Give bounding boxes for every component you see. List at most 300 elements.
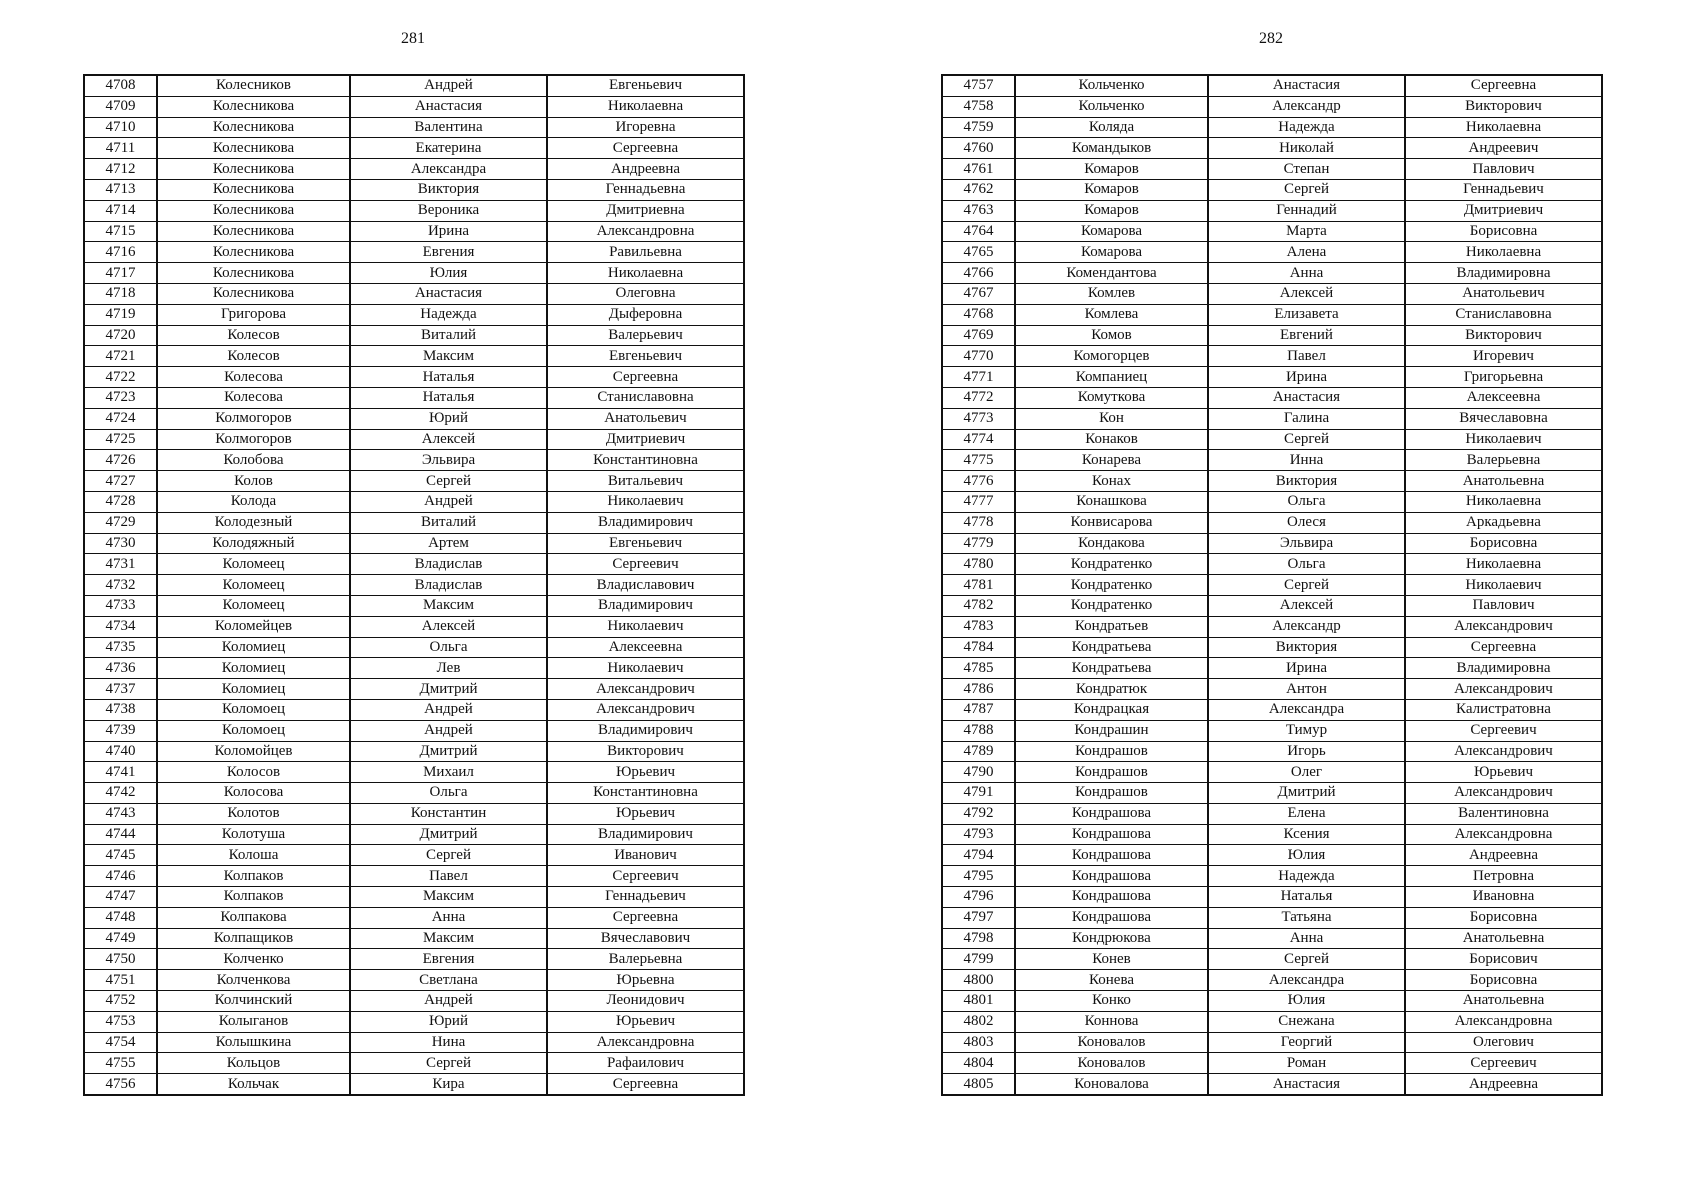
- patronymic-cell: Владимировна: [1405, 263, 1602, 284]
- patronymic-cell: Александрович: [1405, 783, 1602, 804]
- table-row: [84, 263, 744, 284]
- first-name-cell: Сергей: [1208, 575, 1405, 596]
- record-number-cell: 4794: [942, 845, 1015, 866]
- patronymic-cell: Владиславович: [547, 575, 744, 596]
- record-number-cell: 4718: [84, 283, 157, 304]
- patronymic-cell: Николаевна: [547, 263, 744, 284]
- last-name-cell: Колмогоров: [157, 408, 350, 429]
- record-number-cell: 4725: [84, 429, 157, 450]
- last-name-cell: Колышкина: [157, 1032, 350, 1053]
- last-name-cell: Колесова: [157, 367, 350, 388]
- patronymic-cell: Вячеславович: [547, 928, 744, 949]
- last-name-cell: Колосова: [157, 783, 350, 804]
- table-row: [942, 1053, 1602, 1074]
- first-name-cell: Светлана: [350, 970, 547, 991]
- table-row: [942, 1011, 1602, 1032]
- last-name-cell: Коломоец: [157, 699, 350, 720]
- first-name-cell: Алексей: [350, 616, 547, 637]
- patronymic-cell: Николаевна: [547, 96, 744, 117]
- first-name-cell: Анна: [350, 907, 547, 928]
- patronymic-cell: Александровна: [1405, 1011, 1602, 1032]
- table-row: [942, 408, 1602, 429]
- first-name-cell: Надежда: [1208, 866, 1405, 887]
- first-name-cell: Татьяна: [1208, 907, 1405, 928]
- patronymic-cell: Юрьевич: [1405, 762, 1602, 783]
- record-number-cell: 4748: [84, 907, 157, 928]
- record-number-cell: 4769: [942, 325, 1015, 346]
- first-name-cell: Наталья: [350, 387, 547, 408]
- patronymic-cell: Александрович: [547, 699, 744, 720]
- table-row: [942, 179, 1602, 200]
- table-row: [84, 991, 744, 1012]
- record-number-cell: 4734: [84, 616, 157, 637]
- patronymic-cell: Рафаилович: [547, 1053, 744, 1074]
- patronymic-cell: Дыферовна: [547, 304, 744, 325]
- record-number-cell: 4731: [84, 554, 157, 575]
- last-name-cell: Командыков: [1015, 138, 1208, 159]
- last-name-cell: Колесникова: [157, 159, 350, 180]
- patronymic-cell: Сергеевна: [1405, 637, 1602, 658]
- patronymic-cell: Витальевич: [547, 471, 744, 492]
- patronymic-cell: Дмитриевич: [1405, 200, 1602, 221]
- table-row: [942, 367, 1602, 388]
- record-number-cell: 4745: [84, 845, 157, 866]
- table-row: [84, 824, 744, 845]
- patronymic-cell: Петровна: [1405, 866, 1602, 887]
- last-name-cell: Колесникова: [157, 200, 350, 221]
- patronymic-cell: Евгеньевич: [547, 533, 744, 554]
- record-number-cell: 4724: [84, 408, 157, 429]
- last-name-cell: Коннова: [1015, 1011, 1208, 1032]
- patronymic-cell: Анатольевна: [1405, 928, 1602, 949]
- last-name-cell: Кольцов: [157, 1053, 350, 1074]
- last-name-cell: Григорова: [157, 304, 350, 325]
- first-name-cell: Владислав: [350, 575, 547, 596]
- last-name-cell: Колесникова: [157, 117, 350, 138]
- record-number-cell: 4711: [84, 138, 157, 159]
- first-name-cell: Олеся: [1208, 512, 1405, 533]
- patronymic-cell: Борисович: [1405, 949, 1602, 970]
- record-number-cell: 4726: [84, 450, 157, 471]
- last-name-cell: Колода: [157, 491, 350, 512]
- last-name-cell: Комогорцев: [1015, 346, 1208, 367]
- patronymic-cell: Равильевна: [547, 242, 744, 263]
- last-name-cell: Колоша: [157, 845, 350, 866]
- first-name-cell: Андрей: [350, 75, 547, 96]
- first-name-cell: Эльвира: [350, 450, 547, 471]
- table-row: [942, 325, 1602, 346]
- first-name-cell: Евгений: [1208, 325, 1405, 346]
- table-row: [942, 200, 1602, 221]
- patronymic-cell: Юрьевич: [547, 803, 744, 824]
- first-name-cell: Сергей: [350, 1053, 547, 1074]
- last-name-cell: Комлева: [1015, 304, 1208, 325]
- table-row: [942, 512, 1602, 533]
- record-number-cell: 4803: [942, 1032, 1015, 1053]
- table-row: [84, 679, 744, 700]
- record-number-cell: 4801: [942, 991, 1015, 1012]
- table-row: [942, 1074, 1602, 1095]
- record-number-cell: 4716: [84, 242, 157, 263]
- last-name-cell: Комаров: [1015, 200, 1208, 221]
- table-row: [942, 803, 1602, 824]
- first-name-cell: Ольга: [350, 637, 547, 658]
- last-name-cell: Кондрашова: [1015, 907, 1208, 928]
- table-row: [84, 75, 744, 96]
- table-row: [942, 720, 1602, 741]
- record-number-cell: 4708: [84, 75, 157, 96]
- first-name-cell: Артем: [350, 533, 547, 554]
- last-name-cell: Кондратьева: [1015, 637, 1208, 658]
- table-row: [84, 408, 744, 429]
- table-row: [942, 75, 1602, 96]
- record-number-cell: 4762: [942, 179, 1015, 200]
- first-name-cell: Георгий: [1208, 1032, 1405, 1053]
- record-number-cell: 4739: [84, 720, 157, 741]
- record-number-cell: 4720: [84, 325, 157, 346]
- first-name-cell: Дмитрий: [350, 679, 547, 700]
- first-name-cell: Павел: [350, 866, 547, 887]
- table-row: [942, 637, 1602, 658]
- patronymic-cell: Владимирович: [547, 720, 744, 741]
- table-row: [84, 450, 744, 471]
- last-name-cell: Коломеец: [157, 575, 350, 596]
- last-name-cell: Колесникова: [157, 221, 350, 242]
- record-number-cell: 4795: [942, 866, 1015, 887]
- first-name-cell: Анастасия: [1208, 387, 1405, 408]
- first-name-cell: Виталий: [350, 325, 547, 346]
- first-name-cell: Юрий: [350, 408, 547, 429]
- first-name-cell: Юлия: [1208, 845, 1405, 866]
- table-row: [942, 159, 1602, 180]
- record-number-cell: 4775: [942, 450, 1015, 471]
- table-row: [84, 138, 744, 159]
- patronymic-cell: Сергеевна: [547, 1074, 744, 1095]
- table-row: [84, 304, 744, 325]
- last-name-cell: Колобова: [157, 450, 350, 471]
- record-number-cell: 4796: [942, 887, 1015, 908]
- table-row: [84, 720, 744, 741]
- table-row: [84, 783, 744, 804]
- record-number-cell: 4713: [84, 179, 157, 200]
- first-name-cell: Дмитрий: [1208, 783, 1405, 804]
- last-name-cell: Кондратюк: [1015, 679, 1208, 700]
- patronymic-cell: Евгеньевич: [547, 346, 744, 367]
- table-row: [84, 159, 744, 180]
- patronymic-cell: Геннадьевич: [1405, 179, 1602, 200]
- last-name-cell: Кондратенко: [1015, 575, 1208, 596]
- record-number-cell: 4741: [84, 762, 157, 783]
- record-number-cell: 4774: [942, 429, 1015, 450]
- table-row: [84, 699, 744, 720]
- table-row: [84, 845, 744, 866]
- first-name-cell: Максим: [350, 595, 547, 616]
- table-row: [942, 575, 1602, 596]
- patronymic-cell: Калистратовна: [1405, 699, 1602, 720]
- table-row: [942, 866, 1602, 887]
- record-number-cell: 4714: [84, 200, 157, 221]
- first-name-cell: Сергей: [1208, 429, 1405, 450]
- table-row: [942, 346, 1602, 367]
- patronymic-cell: Борисовна: [1405, 970, 1602, 991]
- first-name-cell: Надежда: [1208, 117, 1405, 138]
- first-name-cell: Сергей: [1208, 949, 1405, 970]
- table-row: [942, 907, 1602, 928]
- first-name-cell: Ирина: [1208, 658, 1405, 679]
- first-name-cell: Вероника: [350, 200, 547, 221]
- first-name-cell: Андрей: [350, 699, 547, 720]
- table-row: [942, 616, 1602, 637]
- table-row: [942, 450, 1602, 471]
- last-name-cell: Кондрашин: [1015, 720, 1208, 741]
- record-number-cell: 4773: [942, 408, 1015, 429]
- last-name-cell: Колотуша: [157, 824, 350, 845]
- table-row: [84, 96, 744, 117]
- last-name-cell: Колчинский: [157, 991, 350, 1012]
- last-name-cell: Конаков: [1015, 429, 1208, 450]
- last-name-cell: Кондрашова: [1015, 824, 1208, 845]
- patronymic-cell: Евгеньевич: [547, 75, 744, 96]
- table-row: [942, 221, 1602, 242]
- patronymic-cell: Николаевич: [547, 616, 744, 637]
- table-row: [84, 762, 744, 783]
- table-row: [942, 658, 1602, 679]
- table-row: [942, 471, 1602, 492]
- table-row: [84, 471, 744, 492]
- patronymic-cell: Александрович: [1405, 741, 1602, 762]
- table-row: [84, 1032, 744, 1053]
- record-number-cell: 4792: [942, 803, 1015, 824]
- patronymic-cell: Константиновна: [547, 783, 744, 804]
- record-number-cell: 4722: [84, 367, 157, 388]
- record-number-cell: 4799: [942, 949, 1015, 970]
- patronymic-cell: Борисовна: [1405, 221, 1602, 242]
- patronymic-cell: Николаевич: [547, 491, 744, 512]
- last-name-cell: Колесникова: [157, 242, 350, 263]
- first-name-cell: Анастасия: [350, 96, 547, 117]
- patronymic-cell: Викторович: [1405, 325, 1602, 346]
- patronymic-cell: Геннадьевна: [547, 179, 744, 200]
- patronymic-cell: Валерьевна: [547, 949, 744, 970]
- record-number-cell: 4709: [84, 96, 157, 117]
- first-name-cell: Екатерина: [350, 138, 547, 159]
- record-number-cell: 4738: [84, 699, 157, 720]
- patronymic-cell: Викторович: [547, 741, 744, 762]
- record-number-cell: 4793: [942, 824, 1015, 845]
- patronymic-cell: Станиславовна: [547, 387, 744, 408]
- first-name-cell: Снежана: [1208, 1011, 1405, 1032]
- last-name-cell: Колесникова: [157, 283, 350, 304]
- first-name-cell: Павел: [1208, 346, 1405, 367]
- first-name-cell: Евгения: [350, 949, 547, 970]
- first-name-cell: Виталий: [350, 512, 547, 533]
- record-number-cell: 4754: [84, 1032, 157, 1053]
- last-name-cell: Кондакова: [1015, 533, 1208, 554]
- record-number-cell: 4805: [942, 1074, 1015, 1095]
- table-row: [84, 1074, 744, 1095]
- last-name-cell: Колов: [157, 471, 350, 492]
- patronymic-cell: Геннадьевич: [547, 887, 744, 908]
- first-name-cell: Алексей: [350, 429, 547, 450]
- first-name-cell: Владислав: [350, 554, 547, 575]
- last-name-cell: Кондратенко: [1015, 554, 1208, 575]
- record-number-cell: 4797: [942, 907, 1015, 928]
- table-row: [84, 512, 744, 533]
- record-number-cell: 4763: [942, 200, 1015, 221]
- first-name-cell: Елизавета: [1208, 304, 1405, 325]
- patronymic-cell: Владимирович: [547, 512, 744, 533]
- patronymic-cell: Александрович: [547, 679, 744, 700]
- table-row: [84, 242, 744, 263]
- patronymic-cell: Станиславовна: [1405, 304, 1602, 325]
- last-name-cell: Колпакова: [157, 907, 350, 928]
- first-name-cell: Геннадий: [1208, 200, 1405, 221]
- record-number-cell: 4788: [942, 720, 1015, 741]
- record-number-cell: 4755: [84, 1053, 157, 1074]
- record-number-cell: 4772: [942, 387, 1015, 408]
- first-name-cell: Виктория: [350, 179, 547, 200]
- record-number-cell: 4789: [942, 741, 1015, 762]
- last-name-cell: Коломиец: [157, 637, 350, 658]
- record-number-cell: 4800: [942, 970, 1015, 991]
- last-name-cell: Конева: [1015, 970, 1208, 991]
- last-name-cell: Коляда: [1015, 117, 1208, 138]
- first-name-cell: Марта: [1208, 221, 1405, 242]
- patronymic-cell: Олегович: [1405, 1032, 1602, 1053]
- patronymic-cell: Павлович: [1405, 159, 1602, 180]
- patronymic-cell: Николаевна: [1405, 117, 1602, 138]
- first-name-cell: Дмитрий: [350, 741, 547, 762]
- last-name-cell: Коломиец: [157, 679, 350, 700]
- last-name-cell: Коломеец: [157, 595, 350, 616]
- patronymic-cell: Анатольевич: [1405, 283, 1602, 304]
- patronymic-cell: Сергеевич: [547, 866, 744, 887]
- last-name-cell: Комарова: [1015, 221, 1208, 242]
- table-row: [942, 845, 1602, 866]
- table-row: [942, 679, 1602, 700]
- record-number-cell: 4761: [942, 159, 1015, 180]
- record-number-cell: 4729: [84, 512, 157, 533]
- last-name-cell: Кондратьев: [1015, 616, 1208, 637]
- table-row: [942, 304, 1602, 325]
- patronymic-cell: Иванович: [547, 845, 744, 866]
- last-name-cell: Коломеец: [157, 554, 350, 575]
- last-name-cell: Конах: [1015, 471, 1208, 492]
- first-name-cell: Максим: [350, 346, 547, 367]
- record-number-cell: 4767: [942, 283, 1015, 304]
- record-number-cell: 4752: [84, 991, 157, 1012]
- record-number-cell: 4785: [942, 658, 1015, 679]
- last-name-cell: Кондрашова: [1015, 887, 1208, 908]
- first-name-cell: Степан: [1208, 159, 1405, 180]
- first-name-cell: Алексей: [1208, 283, 1405, 304]
- patronymic-cell: Дмитриевна: [547, 200, 744, 221]
- first-name-cell: Александра: [1208, 699, 1405, 720]
- patronymic-cell: Сергеевна: [547, 907, 744, 928]
- record-number-cell: 4802: [942, 1011, 1015, 1032]
- table-row: [942, 554, 1602, 575]
- record-number-cell: 4786: [942, 679, 1015, 700]
- first-name-cell: Максим: [350, 887, 547, 908]
- first-name-cell: Сергей: [1208, 179, 1405, 200]
- first-name-cell: Елена: [1208, 803, 1405, 824]
- patronymic-cell: Юрьевна: [547, 970, 744, 991]
- last-name-cell: Колпаков: [157, 866, 350, 887]
- patronymic-cell: Сергеевич: [547, 554, 744, 575]
- record-number-cell: 4777: [942, 491, 1015, 512]
- first-name-cell: Сергей: [350, 471, 547, 492]
- record-number-cell: 4784: [942, 637, 1015, 658]
- first-name-cell: Анастасия: [350, 283, 547, 304]
- table-row: [942, 928, 1602, 949]
- patronymic-cell: Александрович: [1405, 616, 1602, 637]
- first-name-cell: Максим: [350, 928, 547, 949]
- record-number-cell: 4710: [84, 117, 157, 138]
- last-name-cell: Колодяжный: [157, 533, 350, 554]
- last-name-cell: Колесникова: [157, 263, 350, 284]
- last-name-cell: Колченкова: [157, 970, 350, 991]
- name-table: [83, 74, 745, 1096]
- table-row: [942, 96, 1602, 117]
- record-number-cell: 4743: [84, 803, 157, 824]
- first-name-cell: Андрей: [350, 491, 547, 512]
- record-number-cell: 4730: [84, 533, 157, 554]
- table-row: [942, 491, 1602, 512]
- table-row: [84, 221, 744, 242]
- table-row: [84, 616, 744, 637]
- patronymic-cell: Сергеевна: [547, 367, 744, 388]
- patronymic-cell: Николаевна: [1405, 491, 1602, 512]
- first-name-cell: Константин: [350, 803, 547, 824]
- table-row: [84, 907, 744, 928]
- first-name-cell: Андрей: [350, 720, 547, 741]
- patronymic-cell: Владимировна: [1405, 658, 1602, 679]
- first-name-cell: Эльвира: [1208, 533, 1405, 554]
- table-row: [84, 1011, 744, 1032]
- last-name-cell: Кондратенко: [1015, 595, 1208, 616]
- first-name-cell: Нина: [350, 1032, 547, 1053]
- last-name-cell: Коновалов: [1015, 1053, 1208, 1074]
- record-number-cell: 4790: [942, 762, 1015, 783]
- record-number-cell: 4783: [942, 616, 1015, 637]
- table-row: [942, 783, 1602, 804]
- record-number-cell: 4749: [84, 928, 157, 949]
- table-row: [84, 387, 744, 408]
- patronymic-cell: Дмитриевич: [547, 429, 744, 450]
- first-name-cell: Николай: [1208, 138, 1405, 159]
- patronymic-cell: Юрьевич: [547, 762, 744, 783]
- first-name-cell: Наталья: [350, 367, 547, 388]
- table-row: [942, 741, 1602, 762]
- patronymic-cell: Валерьевич: [547, 325, 744, 346]
- table-row: [942, 824, 1602, 845]
- last-name-cell: Комендантова: [1015, 263, 1208, 284]
- record-number-cell: 4750: [84, 949, 157, 970]
- record-number-cell: 4798: [942, 928, 1015, 949]
- last-name-cell: Конарева: [1015, 450, 1208, 471]
- record-number-cell: 4727: [84, 471, 157, 492]
- last-name-cell: Кондрашов: [1015, 762, 1208, 783]
- last-name-cell: Комаров: [1015, 179, 1208, 200]
- table-row: [84, 887, 744, 908]
- record-number-cell: 4776: [942, 471, 1015, 492]
- first-name-cell: Евгения: [350, 242, 547, 263]
- last-name-cell: Комов: [1015, 325, 1208, 346]
- last-name-cell: Колпащиков: [157, 928, 350, 949]
- table-row: [942, 117, 1602, 138]
- record-number-cell: 4781: [942, 575, 1015, 596]
- patronymic-cell: Андреевна: [1405, 1074, 1602, 1095]
